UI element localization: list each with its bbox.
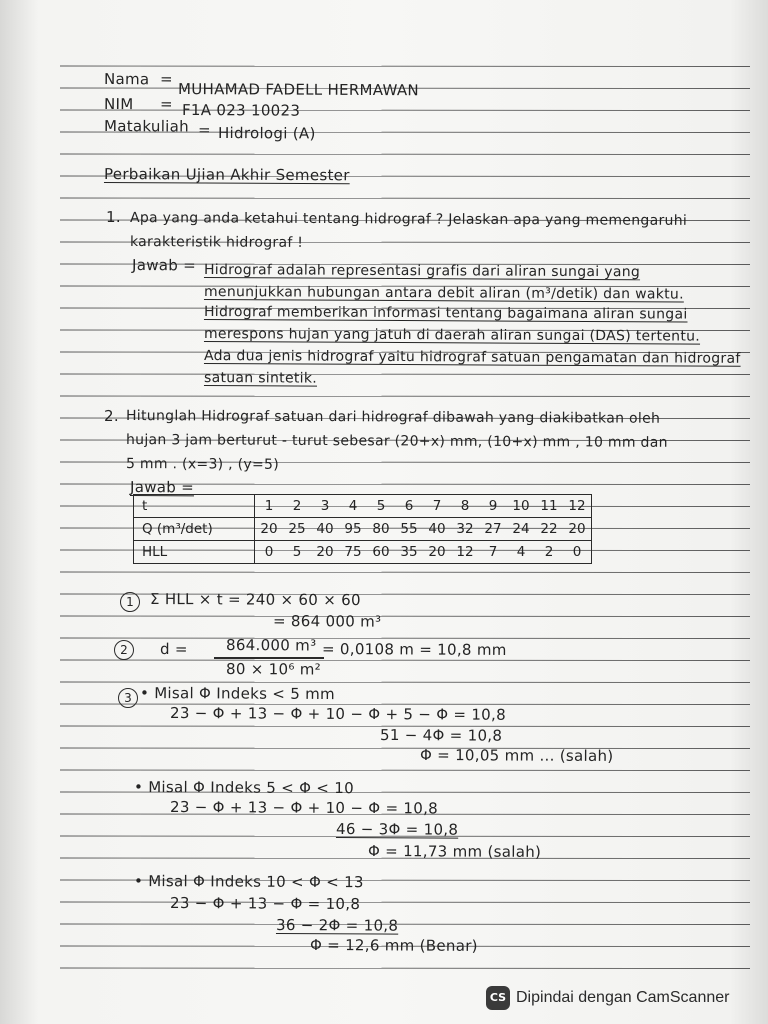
ruled-line — [60, 154, 750, 155]
case-2-title: • Misal Φ Indeks 5 < Φ < 10 — [133, 778, 354, 798]
case-2-line: Φ = 11,73 mm (salah) — [367, 842, 542, 861]
table-cell: 5 — [367, 495, 395, 518]
case-2-line: 23 − Φ + 13 − Φ + 10 − Φ = 10,8 — [169, 798, 439, 818]
table-cell: 2 — [535, 541, 563, 564]
ruled-line — [60, 638, 750, 639]
table-cell: 4 — [339, 495, 367, 518]
matakuliah-value: Hidrologi (A) — [217, 124, 316, 143]
camscanner-label: Dipindai dengan CamScanner — [516, 989, 730, 1006]
table-cell: 0 — [255, 541, 284, 564]
table-row — [134, 495, 592, 518]
table-cell: 75 — [339, 541, 367, 564]
ruled-line — [60, 616, 750, 617]
ruled-line — [60, 902, 750, 903]
nama-label: Nama — [103, 70, 150, 89]
table-cell: 3 — [311, 495, 339, 518]
table-row-label: t — [134, 495, 255, 518]
table-cell: 20 — [311, 541, 339, 564]
table-cell: 0 — [563, 541, 592, 564]
table-cell: 40 — [311, 518, 339, 541]
case-3-title: • Misal Φ Indeks 10 < Φ < 13 — [133, 872, 364, 892]
case-1-line: Φ = 10,05 mm ... (salah) — [419, 746, 614, 766]
step-2-denominator: 80 × 10⁶ m² — [225, 660, 322, 679]
page-title: Perbaikan Ujian Akhir Semester — [103, 165, 350, 185]
nim-label: NIM — [103, 95, 134, 114]
ruled-line — [60, 572, 750, 573]
table-cell: 10 — [507, 495, 535, 518]
case-3-line: 23 − Φ + 13 − Φ = 10,8 — [169, 894, 361, 913]
table-cell: 11 — [535, 495, 563, 518]
table-cell: 22 — [535, 518, 563, 541]
nim-value: F1A 023 10023 — [181, 101, 301, 120]
ruled-line — [60, 660, 750, 661]
table-cell: 20 — [423, 541, 451, 564]
q2-answer-label: Jawab = — [129, 478, 195, 497]
camscanner-watermark — [486, 986, 729, 1010]
table-cell: 40 — [423, 518, 451, 541]
table-cell: 35 — [395, 541, 423, 564]
q2-text-line1: Hitunglah Hidrograf satuan dari hidrograf dibawah yang diakibatkan oleh — [125, 408, 661, 427]
q1-text-line2: karakteristik hidrograf ! — [129, 234, 304, 251]
table-cell: 80 — [367, 518, 395, 541]
table-cell: 5 — [283, 541, 311, 564]
case-2-line: 46 − 3Φ = 10,8 — [335, 820, 459, 839]
case-1-line: 23 − Φ + 13 − Φ + 10 − Φ + 5 − Φ = 10,8 — [169, 704, 507, 724]
table-cell: 20 — [255, 518, 284, 541]
step-2-numerator: 864.000 m³ — [225, 636, 317, 655]
table-cell: 55 — [395, 518, 423, 541]
ruled-line — [60, 924, 750, 925]
q1-text-line1: Apa yang anda ketahui tentang hidrograf ? Jelaskan apa yang memengaruhi — [129, 210, 688, 229]
table-cell: 7 — [479, 541, 507, 564]
case-3-line: 36 − 2Φ = 10,8 — [275, 916, 399, 935]
ruled-line — [60, 968, 750, 969]
q2-text-line2: hujan 3 jam berturut - turut sebesar (20+x) mm, (10+x) mm , 10 mm dan — [125, 432, 668, 451]
table-cell: 2 — [283, 495, 311, 518]
case-1-title: • Misal Φ Indeks < 5 mm — [139, 684, 336, 704]
camscanner-logo-icon: CS — [486, 986, 510, 1010]
table-cell: 8 — [451, 495, 479, 518]
q1-number: 1. — [105, 208, 121, 227]
table-row-label: HLL — [134, 541, 255, 564]
table-cell: 12 — [451, 541, 479, 564]
table-cell: 32 — [451, 518, 479, 541]
table-cell: 24 — [507, 518, 535, 541]
case-3-line: Φ = 12,6 mm (Benar) — [309, 936, 478, 955]
table-row — [134, 541, 592, 564]
q2-number: 2. — [103, 407, 119, 426]
ruled-line — [60, 198, 750, 199]
table-cell: 6 — [395, 495, 423, 518]
table-cell: 60 — [367, 541, 395, 564]
ruled-line — [60, 374, 750, 375]
table-cell: 27 — [479, 518, 507, 541]
table-cell: 12 — [563, 495, 592, 518]
nim-eq: = — [159, 95, 173, 114]
ruled-line — [60, 770, 750, 771]
matakuliah-eq: = — [197, 121, 211, 140]
nama-eq: = — [159, 70, 173, 89]
q1-answer-line: merespons hujan yang jatuh di daerah aliran sungai (DAS) tertentu. — [203, 326, 701, 345]
step-1-line1: Σ HLL × t = 240 × 60 × 60 — [149, 590, 361, 610]
ruled-line — [60, 748, 750, 749]
q1-answer-line: Ada dua jenis hidrograf yaitu hidrograf satuan pengamatan dan hidrograf — [203, 348, 741, 367]
step-2-marker: 2 — [114, 640, 134, 660]
ruled-line — [60, 682, 750, 683]
fraction-bar — [214, 657, 324, 659]
table-cell: 20 — [563, 518, 592, 541]
hydrograph-table — [133, 494, 592, 564]
table-cell: 1 — [255, 495, 284, 518]
step-2-result: = 0,0108 m = 10,8 mm — [321, 640, 507, 659]
table-cell: 7 — [423, 495, 451, 518]
table-cell: 25 — [283, 518, 311, 541]
q1-answer-line: Hidrograf adalah representasi grafis dari aliran sungai yang — [203, 262, 641, 281]
ruled-line — [60, 66, 750, 67]
case-1-line: 51 − 4Φ = 10,8 — [379, 726, 503, 745]
table-row — [134, 518, 592, 541]
q1-answer-line: Hidrograf memberikan informasi tentang bagaimana aliran sungai — [203, 304, 688, 323]
nama-value: MUHAMAD FADELL HERMAWAN — [177, 80, 420, 100]
step-1-line2: = 864 000 m³ — [272, 612, 382, 631]
step-1-marker: 1 — [120, 592, 140, 612]
step-2-d: d = — [159, 640, 188, 659]
table-cell: 95 — [339, 518, 367, 541]
table-cell: 4 — [507, 541, 535, 564]
table-cell: 9 — [479, 495, 507, 518]
step-3-marker: 3 — [118, 688, 138, 708]
matakuliah-label: Matakuliah — [103, 117, 190, 136]
q1-answer-line: menunjukkan hubungan antara debit aliran (m³/detik) dan waktu. — [203, 284, 684, 303]
table-row-label: Q (m³/det) — [134, 518, 255, 541]
q1-answer-label: Jawab = — [131, 256, 197, 275]
q2-text-line3: 5 mm . (x=3) , (y=5) — [125, 456, 280, 473]
q1-answer-line: satuan sintetik. — [203, 370, 318, 387]
ruled-line — [60, 396, 750, 397]
